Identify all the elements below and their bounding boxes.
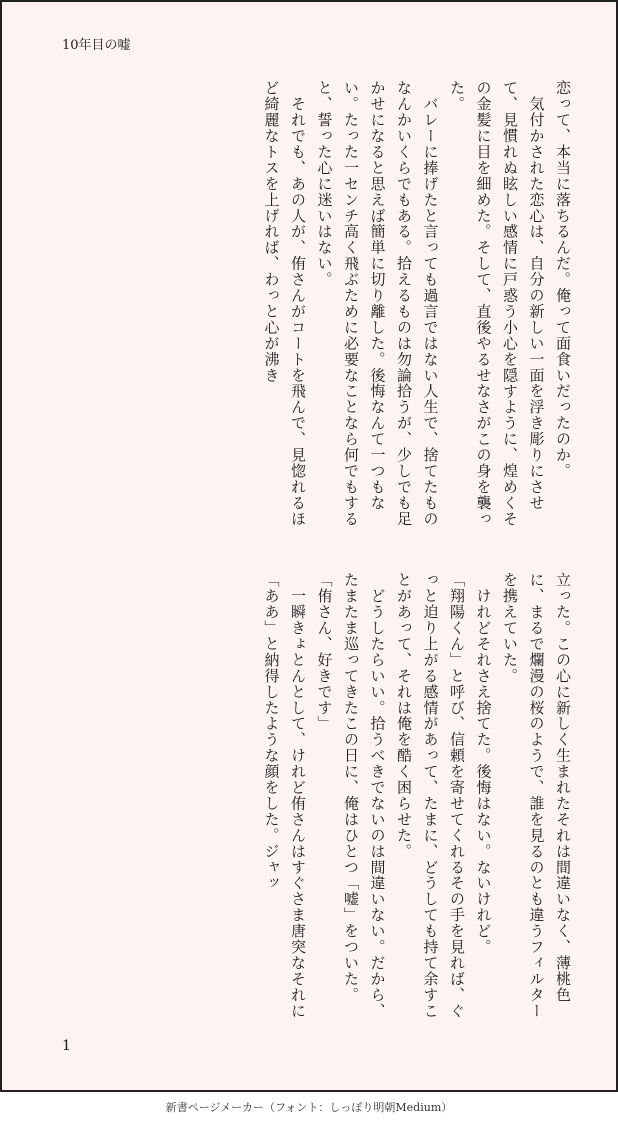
running-title: 10年目の嘘 bbox=[62, 38, 131, 53]
paragraph: それでも、あの人が、侑さんがコートを飛んで、見惚れるほど綺麗なトスを上げれば、わっと心が沸き bbox=[262, 80, 307, 527]
paragraph: 「翔陽くん」と呼び、信頼を寄せてくれるその手を見れば、ぐっと迫り上がる感情があって、たまに、どうしても持て余すことがあって、それは俺を酷く困らせた。 bbox=[395, 572, 466, 1019]
page-number: 1 bbox=[62, 1038, 71, 1054]
paragraph: 気付かされた恋心は、自分の新しい一面を浮き彫りにさせて、見慣れぬ眩しい感情に戸惑う小心を隠すように、煌めくその金髪に目を細めた。そして、直後やるせなさがこの身を襲った。 bbox=[448, 80, 546, 527]
paragraph: 恋って、本当に落ちるんだ。俺って面食いだったのか。 bbox=[554, 80, 572, 479]
paragraph: 「侑さん、好きです」 bbox=[315, 572, 334, 732]
paragraph: 立った。この心に新しく生まれたそれは間違いなく、薄桃色に、まるで爛漫の桜のようで、誰を見るのとも違うフィルターを携えていた。 bbox=[501, 572, 572, 1019]
text-block-upper bbox=[76, 80, 576, 530]
footer-caption: 新書ページメーカー（フォント：しっぽり明朝Medium） bbox=[165, 1101, 453, 1114]
paragraph: どうしたらいい。拾うべきでないのは間違いない。だから、たまたま巡ってきたこの日に、俺はひとつ「嘘」をついた。 bbox=[342, 572, 387, 1019]
text-block-lower bbox=[76, 572, 576, 1032]
paragraph: 一瞬きょとんとして、けれど侑さんはすぐさま唐突なそれに「ああ」と納得したような顔をした。ジャッ bbox=[262, 572, 307, 1019]
paragraph: けれどそれさえ捨てた。後悔はない。ないけれど。 bbox=[474, 572, 493, 955]
paragraph: バレーに捧げたと言っても過言ではない人生で、捨てたものなんかいくらでもある。拾えるものは勿論拾うが、少しでも足かせになると思えば簡単に切り離した。後悔なんて一つもない。たった一センチ高く飛ぶために必要なことなら何でもすると、誓った心に迷いはない。 bbox=[315, 80, 440, 527]
